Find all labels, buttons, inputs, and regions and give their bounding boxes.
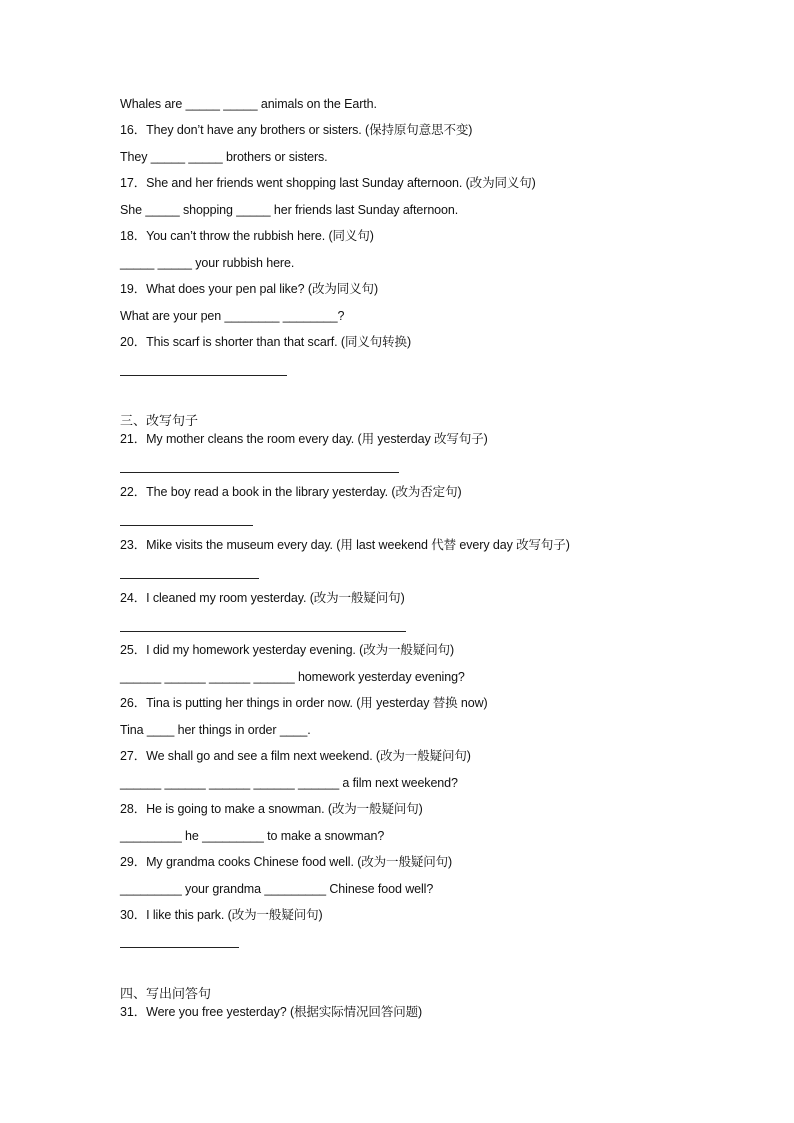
q25-answer-line: ______ ______ ______ ______ homework yesterday evening? [120, 670, 465, 684]
q19-prompt: 19．What does your pen pal like? (改为同义句) [120, 282, 379, 296]
q22-prompt: 22．The boy read a book in the library yesterday. (改为否定句) [120, 485, 462, 499]
q20-answer-blank[interactable] [120, 375, 287, 376]
q30-prompt: 30．I like this park. (改为一般疑问句) [120, 908, 323, 922]
section-3-heading: 三、改写句子 [120, 413, 199, 428]
q29-prompt: 29．My grandma cooks Chinese food well. (改为一般疑问句) [120, 855, 453, 869]
q17-prompt: 17．She and her friends went shopping last Sunday afternoon. (改为同义句) [120, 176, 536, 190]
q24-answer-blank[interactable] [120, 631, 406, 632]
q30-answer-blank[interactable] [120, 947, 239, 948]
q21-prompt: 21．My mother cleans the room every day. (用 yesterday 改写句子) [120, 432, 488, 446]
q18-prompt: 18．You can’t throw the rubbish here. (同义句) [120, 229, 374, 243]
q22-answer-blank[interactable] [120, 525, 253, 526]
q23-answer-blank[interactable] [120, 578, 259, 579]
q28-prompt: 28．He is going to make a snowman. (改为一般疑问句) [120, 802, 423, 816]
q19-answer-line: What are your pen ________ ________? [120, 309, 345, 323]
q21-answer-blank[interactable] [120, 472, 399, 473]
section-4-heading: 四、写出问答句 [120, 986, 212, 1001]
q17-answer-line: She _____ shopping _____ her friends last Sunday afternoon. [120, 203, 459, 217]
q18-answer-line: _____ _____ your rubbish here. [120, 256, 295, 270]
q26-prompt: 26．Tina is putting her things in order now. (用 yesterday 替换 now) [120, 696, 488, 710]
q23-prompt: 23．Mike visits the museum every day. (用 last weekend 代替 every day 改写句子) [120, 538, 570, 552]
q29-answer-line: _________ your grandma _________ Chinese food well? [120, 882, 434, 896]
q27-prompt: 27．We shall go and see a film next weekend. (改为一般疑问句) [120, 749, 471, 763]
q25-prompt: 25．I did my homework yesterday evening. (改为一般疑问句) [120, 643, 455, 657]
q31-prompt: 31．Were you free yesterday? (根据实际情况回答问题) [120, 1005, 423, 1019]
q28-answer-line: _________ he _________ to make a snowman? [120, 829, 385, 843]
q26-answer-line: Tina ____ her things in order ____. [120, 723, 311, 737]
q27-answer-line: ______ ______ ______ ______ ______ a film next weekend? [120, 776, 458, 790]
q16-prompt: 16．They don’t have any brothers or sisters. (保持原句意思不变) [120, 123, 473, 137]
q24-prompt: 24．I cleaned my room yesterday. (改为一般疑问句) [120, 591, 405, 605]
q15-answer-line: Whales are _____ _____ animals on the Earth. [120, 97, 377, 111]
q20-prompt: 20．This scarf is shorter than that scarf. (同义句转换) [120, 335, 412, 349]
q16-answer-line: They _____ _____ brothers or sisters. [120, 150, 328, 164]
